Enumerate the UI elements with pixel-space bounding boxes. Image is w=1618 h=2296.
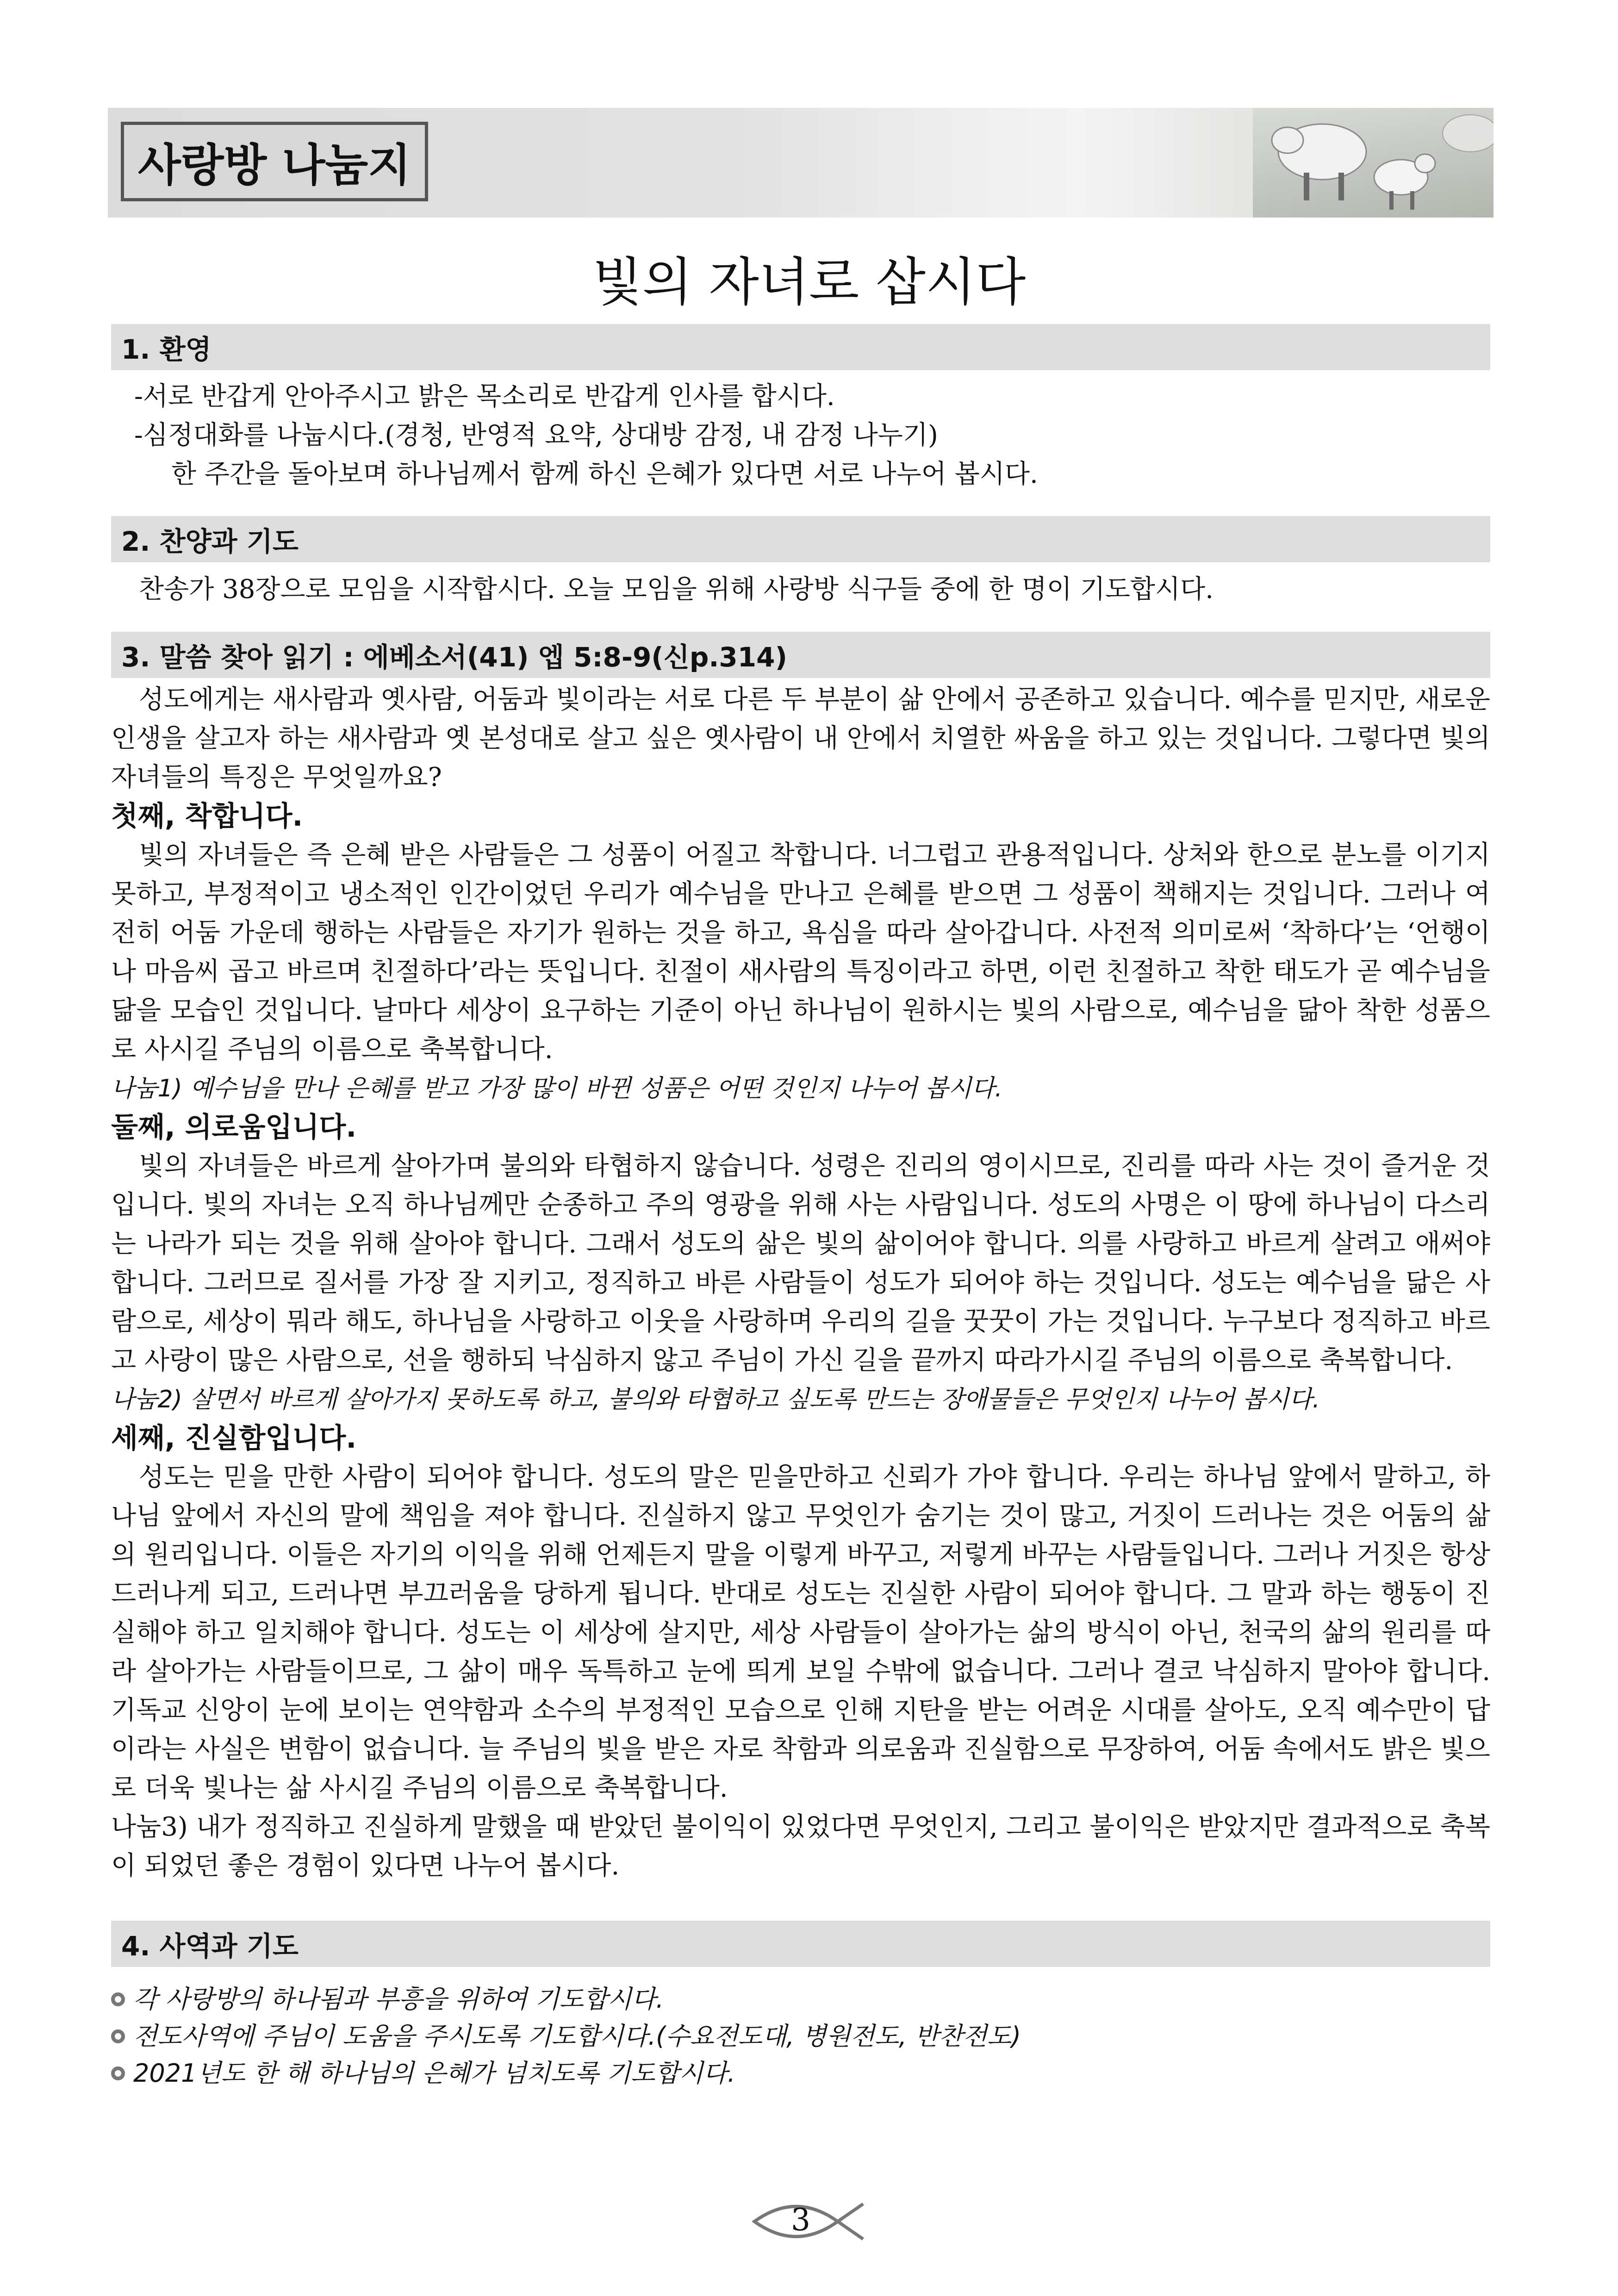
section-mission-heading: 4. 사역과 기도 (111, 1921, 1490, 1967)
page-number-badge (745, 2194, 875, 2249)
first-heading: 첫째, 착합니다. (111, 800, 303, 833)
second-heading: 둘째, 의로움입니다. (111, 1111, 357, 1144)
bullet-icon (111, 1992, 125, 2006)
welcome-line-1: -서로 반갑게 안아주시고 밝은 목소리로 반갑게 인사를 합시다. (134, 381, 835, 411)
section-word-heading: 3. 말씀 찾아 읽기 : 에베소서(41) 엡 5:8-9(신p.314) (111, 632, 1490, 678)
praise-text: 찬송가 38장으로 모임을 시작합시다. 오늘 모임을 위해 사랑방 식구들 중에 한 명이 기도합시다. (139, 574, 1214, 604)
mission-item-1 (111, 1983, 664, 2016)
header-banner (108, 108, 1494, 218)
mission-item-text: 전도사역에 주님이 도움을 주시도록 기도합시다.(수요전도대, 병원전도, 반찬전도) (133, 2022, 1021, 2051)
welcome-line-2: -심정대화를 나눕시다.(경청, 반영적 요약, 상대방 감정, 내 감정 나누기) (134, 420, 938, 450)
word-body (111, 680, 1490, 1885)
welcome-line-3: 한 주간을 돌아보며 하나님께서 함께 하신 은혜가 있다면 서로 나누어 봅시다. (171, 459, 1038, 489)
second-share: 나눔2) 살면서 바르게 살아가지 못하도록 하고, 불의와 타협하고 싶도록 만드는 장애물들은 무엇인지 나누어 봅시다. (111, 1386, 1320, 1413)
section-welcome-heading: 1. 환영 (111, 324, 1490, 370)
banner-title: 사랑방 나눔지 (121, 122, 428, 201)
page-number: 3 (791, 2202, 810, 2238)
sheep-illustration (1253, 108, 1494, 218)
first-body: 빛의 자녀들은 즉 은혜 받은 사람들은 그 성품이 어질고 착합니다. 너그럽고 관용적입니다. 상처와 한으로 분노를 이기지 못하고, 부정적이고 냉소적인 인간이었던 우리가 예수님을 만나고 은혜를 받으면 그 성품이 책해지는 것입니다. 그러나 여전히 어둠 가운데 행하는 사람들은 자기가 원하는 것을 하고, 욕심을 따라 살아갑니다. 사전적 의미로써 ‘착하다’는 ‘언행이나 마음씨 곱고 바르며 친절하다’라는 뜻입니다. 친절이 새사람의 특징이라고 하면, 이런 친절하고 착한 태도가 곧 예수님을 닮을 모습인 것입니다. 날마다 세상이 요구하는 기준이 아닌 하나님이 원하시는 빛의 사람으로, 예수님을 닮아 착한 성품으로 사시길 주님의 이름으로 축복합니다. (111, 840, 1490, 1064)
first-share: 나눔1) 예수님을 만나 은혜를 받고 가장 많이 바뀐 성품은 어떤 것인지 나누어 봅시다. (111, 1075, 1002, 1102)
mission-item-2 (111, 2020, 1021, 2053)
mission-item-3 (111, 2057, 735, 2090)
third-body: 성도는 믿을 만한 사람이 되어야 합니다. 성도의 말은 믿을만하고 신뢰가 가야 합니다. 우리는 하나님 앞에서 말하고, 하나님 앞에서 자신의 말에 책임을 져야 합니다. 진실하지 않고 무엇인가 숨기는 것이 많고, 거짓이 드러나는 것은 어둠의 삶의 원리입니다. 이들은 자기의 이익을 위해 언제든지 말을 이렇게 바꾸고, 저렇게 바꾸는 사람들입니다. 그러나 거짓은 항상 드러나게 되고, 드러나면 부끄러움을 당하게 됩니다. 반대로 성도는 진실한 사람이 되어야 합니다. 그 말과 하는 행동이 진실해야 하고 일치해야 합니다. 성도는 이 세상에 살지만, 세상 사람들이 살아가는 삶의 방식이 아닌, 천국의 삶의 원리를 따라 살아가는 사람들이므로, 그 삶이 매우 독특하고 눈에 띄게 보일 수밖에 없습니다. 그러나 결코 낙심하지 말아야 합니다. 기독교 신앙이 눈에 보이는 연약함과 소수의 부정적인 모습으로 인해 지탄을 받는 어려운 시대를 살아도, 오직 예수만이 답이라는 사실은 변함이 없습니다. 늘 주님의 빛을 받은 자로 착함과 의로움과 진실함으로 무장하여, 어둠 속에서도 밝은 빛으로 더욱 빛나는 삶 사시길 주님의 이름으로 축복합니다. (111, 1462, 1490, 1803)
third-share: 나눔3) 내가 정직하고 진실하게 말했을 때 받았던 불이익이 있었다면 무엇인지, 그리고 불이익은 받았지만 결과적으로 축복이 되었던 좋은 경험이 있다면 나누어 봅시다. (111, 1812, 1490, 1881)
second-body: 빛의 자녀들은 바르게 살아가며 불의와 타협하지 않습니다. 성령은 진리의 영이시므로, 진리를 따라 사는 것이 즐거운 것입니다. 빛의 자녀는 오직 하나님께만 순종하고 주의 영광을 위해 사는 사람입니다. 성도의 사명은 이 땅에 하나님이 다스리는 나라가 되는 것을 위해 살아야 합니다. 그래서 성도의 삶은 빛의 삶이어야 합니다. 의를 사랑하고 바르게 살려고 애써야 합니다. 그러므로 질서를 가장 잘 지키고, 정직하고 바른 사람들이 성도가 되어야 하는 것입니다. 성도는 예수님을 닮은 사람으로, 세상이 뭐라 해도, 하나님을 사랑하고 이웃을 사랑하며 우리의 길을 꿋꿋이 가는 것입니다. 누구보다 정직하고 바르고 사랑이 많은 사람으로, 선을 행하되 낙심하지 않고 주님이 가신 길을 끝까지 따라가시길 주님의 이름으로 축복합니다. (111, 1151, 1490, 1375)
third-heading: 세째, 진실함입니다. (111, 1422, 357, 1455)
mission-item-text: 각 사랑방의 하나됨과 부흥을 위하여 기도합시다. (133, 1985, 664, 2014)
word-intro: 성도에게는 새사람과 옛사람, 어둠과 빛이라는 서로 다른 두 부분이 삶 안에서 공존하고 있습니다. 예수를 믿지만, 새로운 인생을 살고자 하는 새사람과 옛 본성대로 살고 싶은 옛사람이 내 안에서 치열한 싸움을 하고 있는 것입니다. 그렇다면 빛의 자녀들의 특징은 무엇일까요? (111, 684, 1490, 792)
welcome-lines (134, 377, 1513, 494)
page-title: 빛의 자녀로 삽시다 (592, 252, 1026, 312)
bullet-icon (111, 2029, 125, 2043)
mission-item-text: 2021년도 한 해 하나님의 은혜가 넘치도록 기도합시다. (133, 2059, 735, 2088)
section-praise-heading: 2. 찬양과 기도 (111, 516, 1490, 562)
bullet-icon (111, 2066, 125, 2080)
